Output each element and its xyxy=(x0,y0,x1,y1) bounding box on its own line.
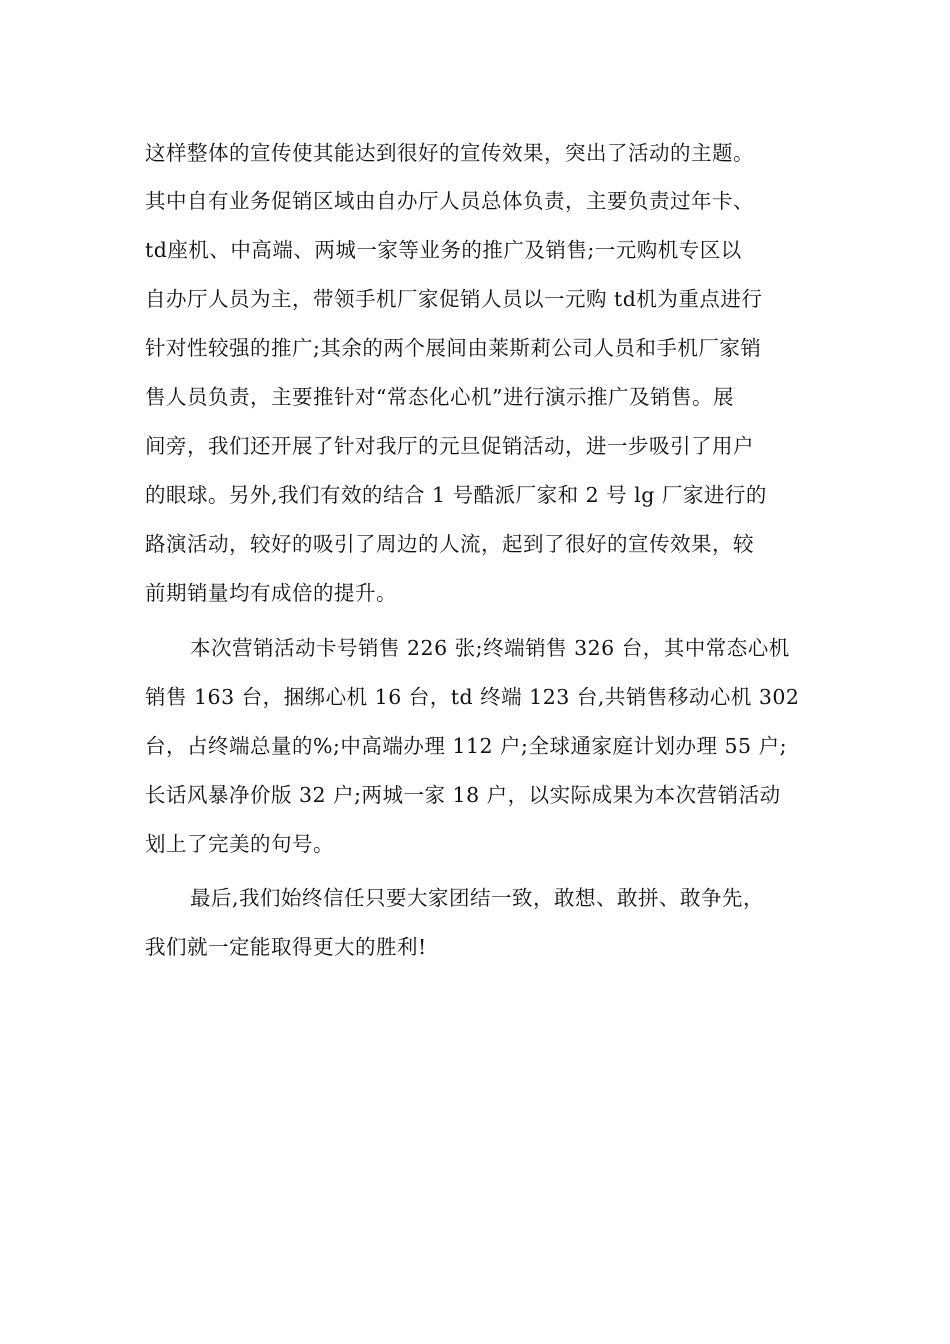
paragraph-line: 自办厅人员为主，带领手机厂家促销人员以一元购 td机为重点进行 xyxy=(145,287,763,311)
paragraph-line: 的眼球。另外,我们有效的结合 1 号酷派厂家和 2 号 lg 厂家进行的 xyxy=(145,483,767,507)
paragraph-line: 其中自有业务促销区域由自办厅人员总体负责，主要负责过年卡、 xyxy=(145,189,754,213)
paragraph-line: 划上了完美的句号。 xyxy=(145,832,334,856)
paragraph-line: 最后,我们始终信任只要大家团结一致，敢想、敢拼、敢争先， xyxy=(190,886,765,910)
paragraph-line: td座机、中高端、两城一家等业务的推广及销售;一元购机专区以 xyxy=(145,238,742,262)
paragraph-line: 路演活动，较好的吸引了周边的人流，起到了很好的宣传效果，较 xyxy=(145,532,754,556)
paragraph-line: 前期销量均有成倍的提升。 xyxy=(145,581,397,605)
paragraph-line: 这样整体的宣传使其能达到很好的宣传效果，突出了活动的主题。 xyxy=(145,141,754,165)
paragraph-line: 我们就一定能取得更大的胜利! xyxy=(145,935,427,959)
paragraph-line: 台，占终端总量的%;中高端办理 112 户;全球通家庭计划办理 55 户; xyxy=(145,734,787,758)
paragraph-line: 售人员负责，主要推针对“常态化心机”进行演示推广及销售。展 xyxy=(145,385,734,409)
paragraph-line: 针对性较强的推广;其余的两个展间由莱斯莉公司人员和手机厂家销 xyxy=(145,336,762,360)
paragraph-line: 间旁，我们还开展了针对我厅的元旦促销活动，进一步吸引了用户 xyxy=(145,434,754,458)
paragraph-line: 销售 163 台，捆绑心机 16 台，td 终端 123 台,共销售移动心机 302 xyxy=(145,685,800,709)
paragraph-line: 本次营销活动卡号销售 226 张;终端销售 326 台，其中常态心机 xyxy=(190,636,790,660)
paragraph-line: 长话风暴净价版 32 户;两城一家 18 户，以实际成果为本次营销活动 xyxy=(145,783,781,807)
